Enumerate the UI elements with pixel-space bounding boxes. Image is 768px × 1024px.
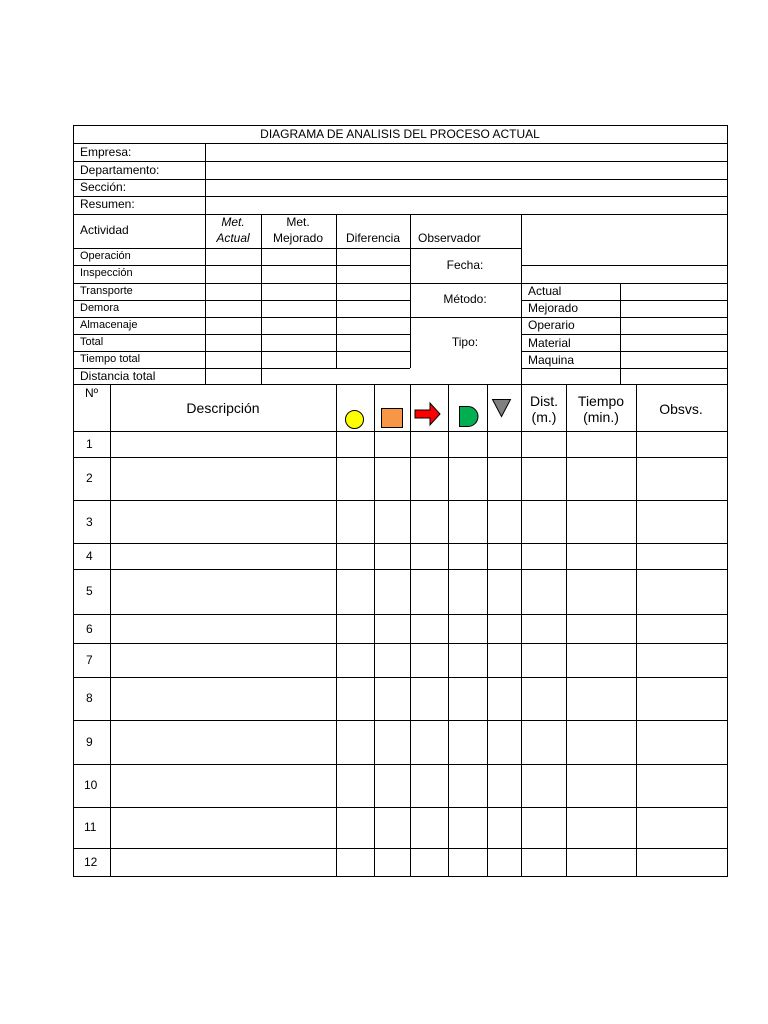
- row-number: 12: [84, 855, 98, 869]
- observador-label: Observador: [418, 231, 481, 245]
- activity-row-label: Total: [80, 336, 104, 348]
- row-number: 11: [84, 820, 97, 834]
- row-number: 8: [86, 691, 93, 705]
- activity-row-label: Transporte: [80, 285, 133, 297]
- row-number: 2: [86, 471, 93, 485]
- transport-arrow-icon: [415, 403, 440, 425]
- tipo-option-operario: Operario: [528, 318, 575, 332]
- dist-header-line1: Dist.: [530, 393, 558, 409]
- row-number: 6: [86, 622, 93, 636]
- row-number: 5: [86, 584, 93, 598]
- tiempo-header-line1: Tiempo: [577, 393, 625, 409]
- row-number: 10: [84, 778, 98, 792]
- descripcion-header: Descripción: [186, 400, 260, 416]
- met-mejorado-header-line1: Met.: [286, 215, 310, 229]
- dist-header-line2: (m.): [531, 409, 557, 425]
- inspection-square-icon: [382, 409, 403, 428]
- operation-circle-icon: [346, 411, 364, 429]
- tipo-option-maquina: Maquina: [528, 353, 575, 367]
- metodo-option-actual: Actual: [528, 284, 562, 298]
- number-header: Nº: [85, 386, 99, 400]
- tipo-label: Tipo:: [451, 335, 479, 349]
- row-number: 7: [86, 653, 93, 667]
- met-mejorado-header-line2: Mejorado: [272, 231, 324, 245]
- activity-row-label: Inspección: [80, 267, 133, 279]
- activity-row-label: Distancia total: [80, 369, 156, 383]
- obsvs-header: Obsvs.: [659, 401, 703, 417]
- delay-d-icon: [460, 407, 479, 427]
- row-number: 3: [86, 515, 93, 529]
- actividad-header: Actividad: [80, 223, 129, 237]
- metodo-label: Método:: [443, 292, 487, 306]
- activity-row-label: Demora: [80, 302, 120, 314]
- activity-row-label: Tiempo total: [80, 353, 141, 365]
- tipo-option-material: Material: [528, 336, 571, 350]
- row-number: 1: [86, 437, 93, 451]
- met-actual-header-line1: Met.: [221, 215, 245, 229]
- met-actual-header-line2: Actual: [216, 231, 250, 245]
- fecha-label: Fecha:: [446, 258, 484, 272]
- resumen-label: Resumen:: [80, 197, 135, 211]
- row-number: 9: [86, 735, 93, 749]
- metodo-option-mejorado: Mejorado: [528, 301, 579, 315]
- departamento-label: Departamento:: [80, 163, 160, 177]
- empresa-label: Empresa:: [80, 145, 132, 159]
- activity-row-label: Almacenaje: [80, 319, 138, 331]
- seccion-label: Sección:: [80, 180, 127, 194]
- row-number: 4: [86, 549, 93, 563]
- form-title: DIAGRAMA DE ANALISIS DEL PROCESO ACTUAL: [260, 127, 540, 141]
- activity-row-label: Operación: [80, 250, 131, 262]
- storage-triangle-icon: [493, 400, 511, 417]
- tiempo-header-line2: (min.): [583, 409, 619, 425]
- diferencia-header: Diferencia: [345, 231, 401, 245]
